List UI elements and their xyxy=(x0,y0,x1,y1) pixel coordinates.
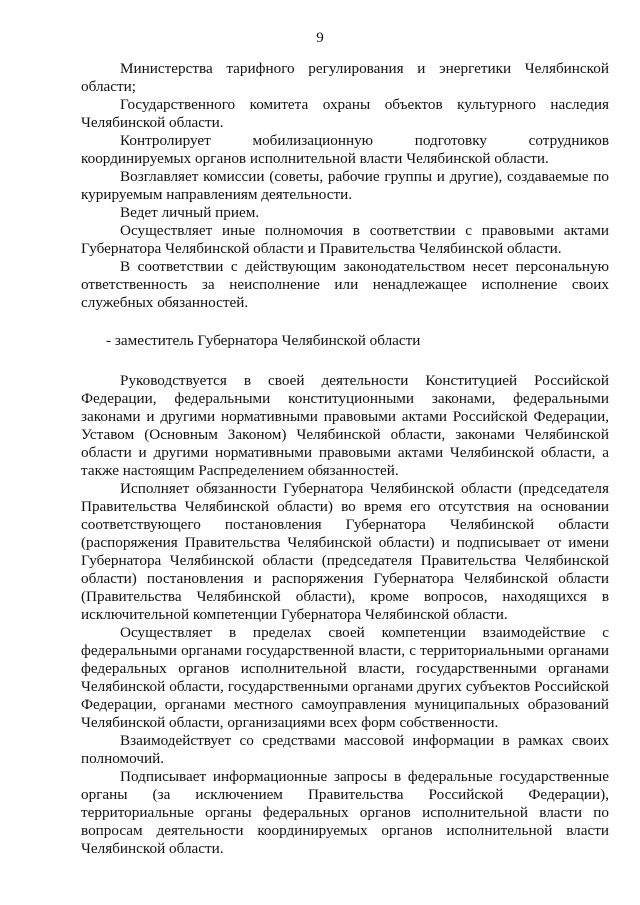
paragraph-requests: Подписывает информационные запросы в федеральные государственные органы (за исключением Правительства Российской Федерации), территориальные органы федеральных органов исполнительной власти по вопросам деятельности координируемых органов исполнительной власти Челябинской области. xyxy=(81,768,609,857)
paragraph-other-powers: Осуществляет иные полномочия в соответствии с правовыми актами Губернатора Челябинской области и Правительства Челябинской области. xyxy=(81,222,609,257)
paragraph-committee-heritage: Государственного комитета охраны объектов культурного наследия Челябинской области. xyxy=(81,96,609,131)
paragraph-reception: Ведет личный прием. xyxy=(120,204,260,221)
paragraph-guided-by: Руководствуется в своей деятельности Конституцией Российской Федерации, федеральными конституционными законами, федеральными законами и другими нормативными правовыми актами Российской Федерации, Уставом (Основным Законом) Челябинской области, законами Челябинской области и другими нормативными правовыми актами Челябинской области, а также настоящим Распределением обязанностей. xyxy=(81,372,609,479)
paragraph-responsibility: В соответствии с действующим законодательством несет персональную ответственность за неисполнение или ненадлежащее исполнение своих служебных обязанностей. xyxy=(81,258,609,311)
page-number: 9 xyxy=(316,30,324,46)
section-heading: - заместитель Губернатора Челябинской области xyxy=(106,332,421,349)
document-body xyxy=(81,60,609,858)
paragraph-interaction: Осуществляет в пределах своей компетенции взаимодействие с федеральными органами государственной власти, с территориальными органами федеральных органов исполнительной власти, государственными органами Челябинской области, государственными органами других субъектов Российской Федерации, органами местного самоуправления муниципальных образований Челябинской области, организациями всех форм собственности. xyxy=(81,624,609,731)
paragraph-media: Взаимодействует со средствами массовой информации в рамках своих полномочий. xyxy=(81,732,609,767)
paragraph-commissions: Возглавляет комиссии (советы, рабочие группы и другие), создаваемые по курируемым направлениям деятельности. xyxy=(81,168,609,203)
paragraph-mobilization: Контролирует мобилизационную подготовку сотрудников координируемых органов исполнительной власти Челябинской области. xyxy=(81,132,609,167)
paragraph-acting-governor: Исполняет обязанности Губернатора Челябинской области (председателя Правительства Челябинской области) во время его отсутствия на основании соответствующего постановления Губернатора Челябинской области (распоряжения Правительства Челябинской области) и подписывает от имени Губернатора Челябинской области (председателя Правительства Челябинской области) постановления и распоряжения Губернатора Челябинской области (Правительства Челябинской области), кроме вопросов, находящихся в исключительной компетенции Губернатора Челябинской области. xyxy=(81,480,609,623)
paragraph-ministry-tariff: Министерства тарифного регулирования и энергетики Челябинской области; xyxy=(81,60,609,95)
